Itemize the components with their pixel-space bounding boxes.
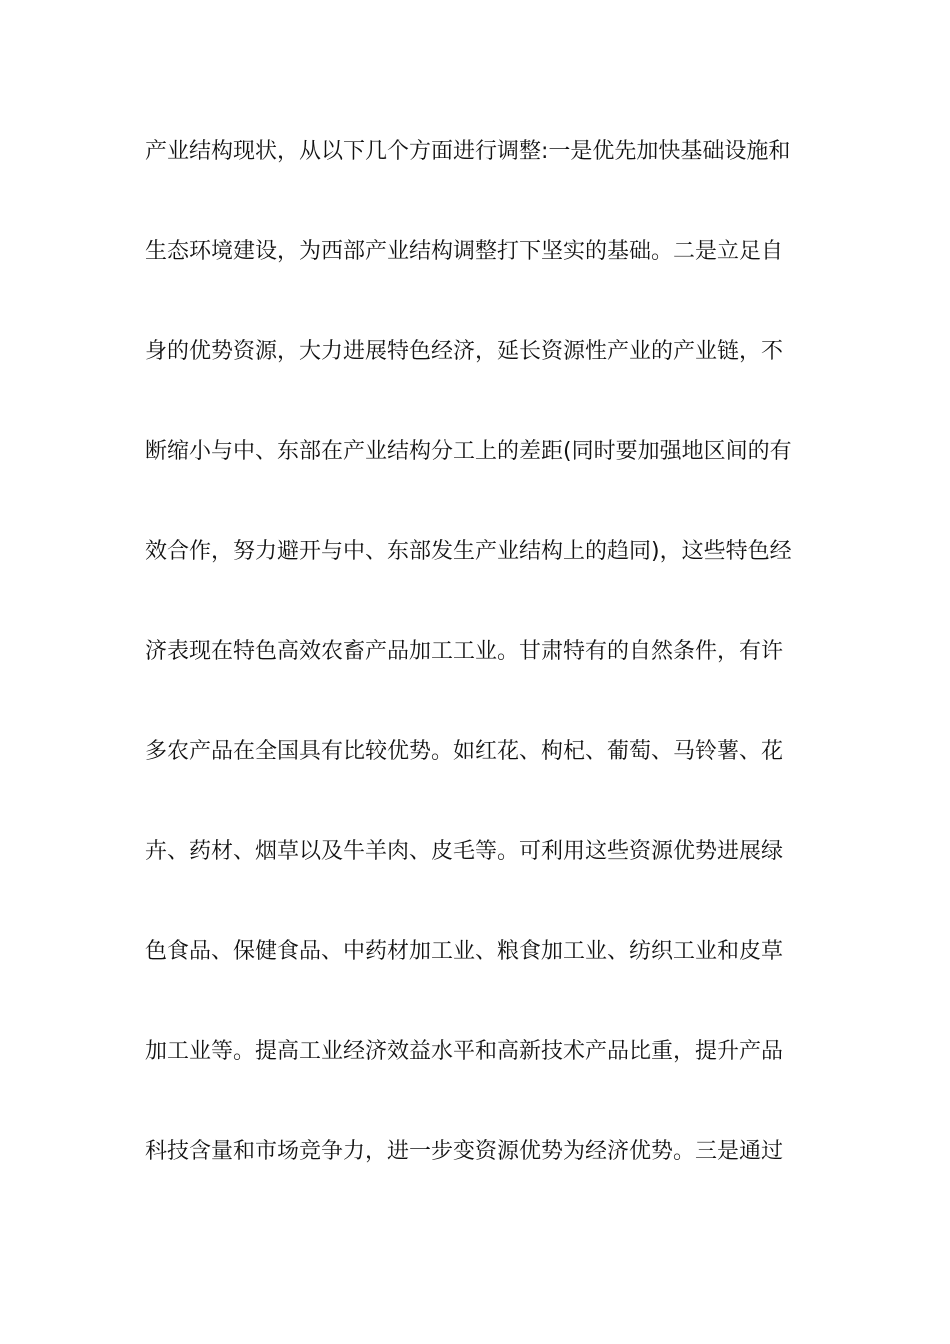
text-line: 加工业等。提高工业经济效益水平和高新技术产品比重，提升产品 (145, 1039, 784, 1064)
text-line: 多农产品在全国具有比较优势。如红花、枸杞、葡萄、马铃薯、花 (145, 739, 784, 764)
text-line: 卉、药材、烟草以及牛羊肉、皮毛等。可利用这些资源优势进展绿 (145, 839, 784, 864)
text-line: 断缩小与中、东部在产业结构分工上的差距(同时要加强地区间的有 (145, 439, 792, 464)
text-line: 产业结构现状，从以下几个方面进行调整:一是优先加快基础设施和 (145, 139, 791, 164)
text-line: 色食品、保健食品、中药材加工业、粮食加工业、纺织工业和皮草 (145, 939, 784, 964)
text-line: 效合作，努力避开与中、东部发生产业结构上的趋同)，这些特色经 (145, 539, 792, 564)
body-text (145, 130, 815, 1230)
text-line: 济表现在特色高效农畜产品加工工业。甘肃特有的自然条件，有许 (145, 639, 784, 664)
text-line: 身的优势资源，大力进展特色经济，延长资源性产业的产业链，不 (145, 339, 784, 364)
text-line: 科技含量和市场竞争力，进一步变资源优势为经济优势。三是通过 (145, 1139, 784, 1164)
text-line: 生态环境建设，为西部产业结构调整打下坚实的基础。二是立足自 (145, 239, 784, 264)
